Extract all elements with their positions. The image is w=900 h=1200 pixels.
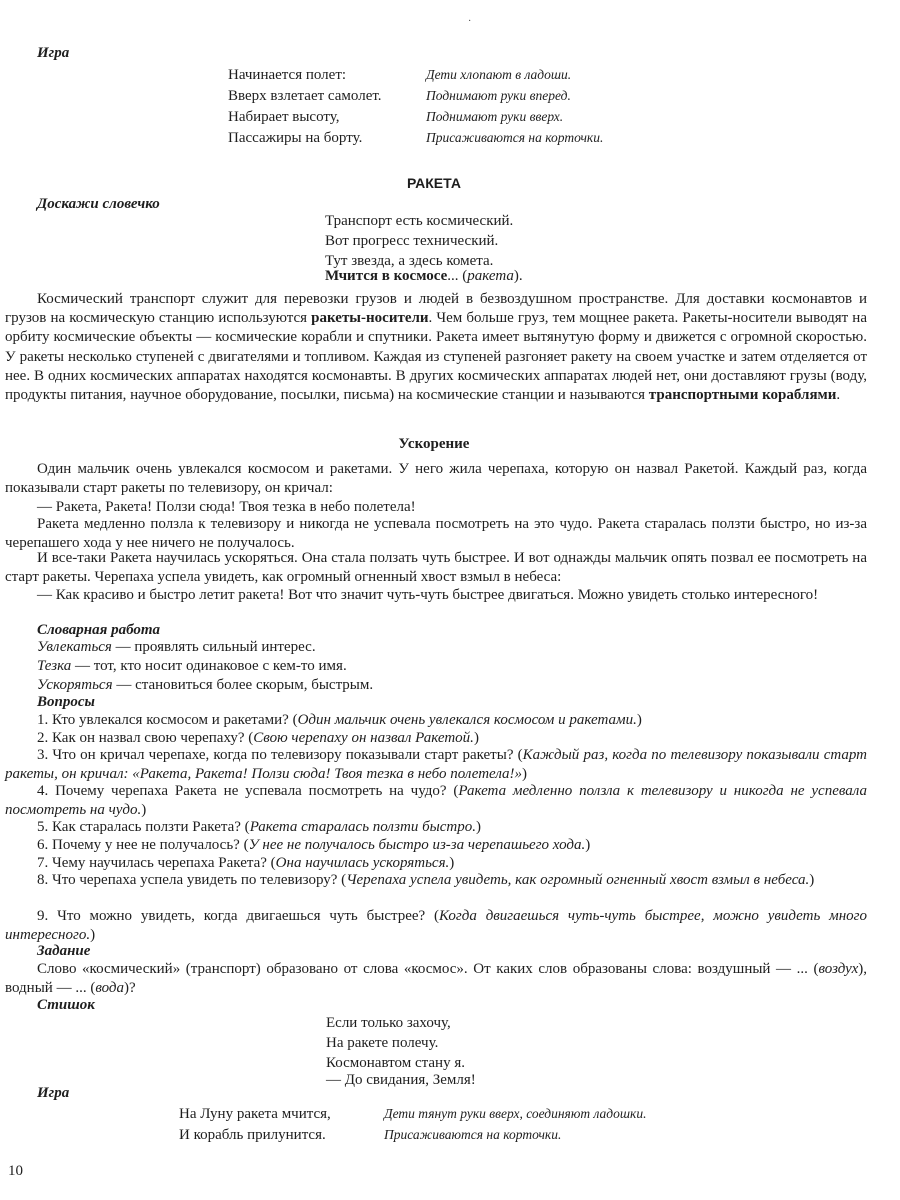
question-answer: Она научилась ускоряться. bbox=[275, 855, 450, 871]
question-item: 4. Почему черепаха Ракета не успевала посмотреть на чудо? (Ракета медленно ползла к телевизору и никогда не успевала посмотреть на чудо.) bbox=[5, 783, 867, 819]
story-paragraph: Один мальчик очень увлекался космосом и ракетами. У него жила черепаха, которую он назвал Ракетой. Каждый раз, когда показывали старт ракеты по телевизору, он кричал: bbox=[5, 461, 867, 497]
story-paragraph: И все-таки Ракета научилась ускоряться. Она стала ползать чуть быстрее. И вот однажды мальчик опять позвал ее посмотреть на старт ракеты. Черепаха успела увидеть, как огромный огненный хвост взмыл в небеса: bbox=[5, 550, 867, 586]
question-item: 8. Что черепаха успела увидеть по телевизору? (Черепаха успела увидеть, как огромный огненный хвост взмыл в небеса.) bbox=[37, 872, 815, 888]
question-item: 5. Как старалась ползти Ракета? (Ракета старалась ползти быстро.) bbox=[37, 819, 482, 835]
vocab-term: Тезка bbox=[37, 658, 72, 674]
poem-label: Стишок bbox=[37, 997, 95, 1013]
riddle-line: Вот прогресс технический. bbox=[325, 233, 499, 249]
story-paragraph: Ракета медленно ползла к телевизору и никогда не успевала посмотреть на это чудо. Ракета старалась ползти быстро, но из-за черепашего хода у нее ничего не получалось. bbox=[5, 516, 867, 552]
riddle-line: Транспорт есть космический. bbox=[325, 213, 514, 229]
game1-line: Начинается полет: bbox=[228, 67, 347, 83]
question-item: 3. Что он кричал черепахе, когда по телевизору показывали старт ракеты? (Каждый раз, когда по телевизору показывали старт ракеты, он кричал: «Ракета, Ракета! Ползи сюда! Твоя тезка в небо полетела!») bbox=[5, 747, 868, 783]
question-answer: У нее не получалось быстро из-за черепашьего хода. bbox=[248, 837, 586, 853]
vocab-term: Увлекаться bbox=[37, 639, 112, 655]
poem-line: — До свидания, Земля! bbox=[326, 1072, 476, 1088]
question-item: 9. Что можно увидеть, когда двигаешься чуть быстрее? (Когда двигаешься чуть-чуть быстрее, можно увидеть много интересного.) bbox=[5, 908, 868, 944]
game2-line: И корабль прилунится. bbox=[179, 1127, 326, 1143]
game2-stage-direction: Дети тянут руки вверх, соединяют ладошки. bbox=[384, 1106, 647, 1121]
story-title: Ускорение bbox=[398, 436, 470, 452]
task-answer: воздух bbox=[818, 961, 859, 977]
intro-paragraph: Космический транспорт служит для перевозки грузов и людей в безвоздушном пространстве. Для доставки космонавтов и грузов на космическую станцию используются ракеты-носители. Чем больше груз, тем мощнее ракета. Ракеты-носители выводят на орбиту космические объекты — космические корабли и спутники. Ракета имеет вытянутую форму и движется с огромной скоростью. У ракеты несколько ступеней с двигателями и топливом. Каждая из ступеней разгоняет ракету на своем участке и затем отделяется от нее. В одних космических аппаратах находятся космонавты. В других космических аппаратах людей нет, они доставляют грузы (воду, продукты питания, научное оборудование, посылки, письма) на космические станции и называются транспортными кораблями. bbox=[5, 291, 867, 404]
game1-stage-direction: Поднимают руки вперед. bbox=[426, 88, 571, 103]
page-number: 10 bbox=[8, 1163, 23, 1179]
questions-label: Вопросы bbox=[37, 694, 95, 710]
question-answer: Каждый раз, когда по телевизору показывали старт ракеты, он кричал: «Ракета, Ракета! Ползи сюда! Твоя тезка в небо полетела!» bbox=[5, 747, 868, 783]
riddle-bold-text: Мчится в космосе bbox=[325, 268, 448, 284]
question-answer: Ракета медленно ползла к телевизору и никогда не успевала посмотреть на чудо. bbox=[5, 783, 867, 819]
game1-label: Игра bbox=[37, 45, 70, 61]
poem-line: Если только захочу, bbox=[326, 1015, 451, 1031]
game1-stage-direction: Присаживаются на корточки. bbox=[426, 130, 604, 145]
question-item: 6. Почему у нее не получалось? (У нее не получалось быстро из-за черепашьего хода.) bbox=[37, 837, 591, 853]
story-paragraph: — Как красиво и быстро летит ракета! Вот что значит чуть-чуть быстрее двигаться. Можно увидеть столько интересного! bbox=[37, 587, 819, 603]
question-item: 7. Чему научилась черепаха Ракета? (Она научилась ускоряться.) bbox=[37, 855, 455, 871]
poem-line: Космонавтом стану я. bbox=[326, 1055, 465, 1071]
question-item: 2. Как он назвал свою черепаху? (Свою черепаху он назвал Ракетой.) bbox=[37, 730, 479, 746]
story-paragraph: — Ракета, Ракета! Ползи сюда! Твоя тезка в небо полетела! bbox=[37, 499, 416, 515]
game2-stage-direction: Присаживаются на корточки. bbox=[384, 1127, 562, 1142]
question-answer: Свою черепаху он назвал Ракетой. bbox=[253, 730, 474, 746]
game1-stage-direction: Поднимают руки вверх. bbox=[426, 109, 564, 124]
riddle-close: ). bbox=[513, 268, 523, 284]
game2-label: Игра bbox=[37, 1085, 70, 1101]
game2-line: На Луну ракета мчится, bbox=[179, 1106, 331, 1122]
task-answer: вода bbox=[95, 980, 125, 997]
game1-line: Пассажиры на борту. bbox=[228, 130, 363, 146]
page-mark: · bbox=[468, 16, 472, 27]
riddle-ellipsis: ... ( bbox=[447, 268, 468, 284]
question-item: 1. Кто увлекался космосом и ракетами? (Один мальчик очень увлекался космосом и ракетами.) bbox=[37, 712, 642, 728]
term-transport-ships: транспортными кораблями bbox=[648, 387, 837, 404]
section-title-rocket: РАКЕТА bbox=[407, 175, 461, 191]
task-label: Задание bbox=[37, 943, 91, 959]
term-launch-vehicles: ракеты-носители bbox=[311, 310, 429, 327]
vocab-item: Увлекаться — проявлять сильный интерес. bbox=[37, 639, 316, 655]
question-answer: Ракета старалась ползти быстро. bbox=[249, 819, 477, 835]
vocab-item: Ускоряться — становиться более скорым, быстрым. bbox=[37, 677, 374, 693]
vocab-label: Словарная работа bbox=[37, 622, 161, 638]
vocab-item: Тезка — тот, кто носит одинаковое с кем-то имя. bbox=[37, 658, 347, 674]
task-text: Слово «космический» (транспорт) образовано от слова «космос». От каких слов образованы слова: воздушный — ... (воздух), водный — ... (вода)? bbox=[5, 961, 867, 997]
game1-stage-direction: Дети хлопают в ладоши. bbox=[426, 67, 572, 82]
question-answer: Черепаха успела увидеть, как огромный огненный хвост взмыл в небеса. bbox=[346, 872, 810, 888]
game1-line: Вверх взлетает самолет. bbox=[228, 88, 382, 104]
vocab-term: Ускоряться bbox=[37, 677, 113, 693]
game1-line: Набирает высоту, bbox=[228, 109, 340, 125]
question-answer: Когда двигаешься чуть-чуть быстрее, можно увидеть много интересного. bbox=[5, 908, 868, 944]
question-answer: Один мальчик очень увлекался космосом и ракетами. bbox=[297, 712, 637, 728]
riddle-last-line bbox=[325, 266, 523, 286]
riddle-line: Тут звезда, а здесь комета. bbox=[325, 253, 494, 269]
riddle-label: Доскажи словечко bbox=[37, 196, 160, 212]
riddle-answer: ракета bbox=[467, 268, 514, 284]
poem-line: На ракете полечу. bbox=[326, 1035, 439, 1051]
